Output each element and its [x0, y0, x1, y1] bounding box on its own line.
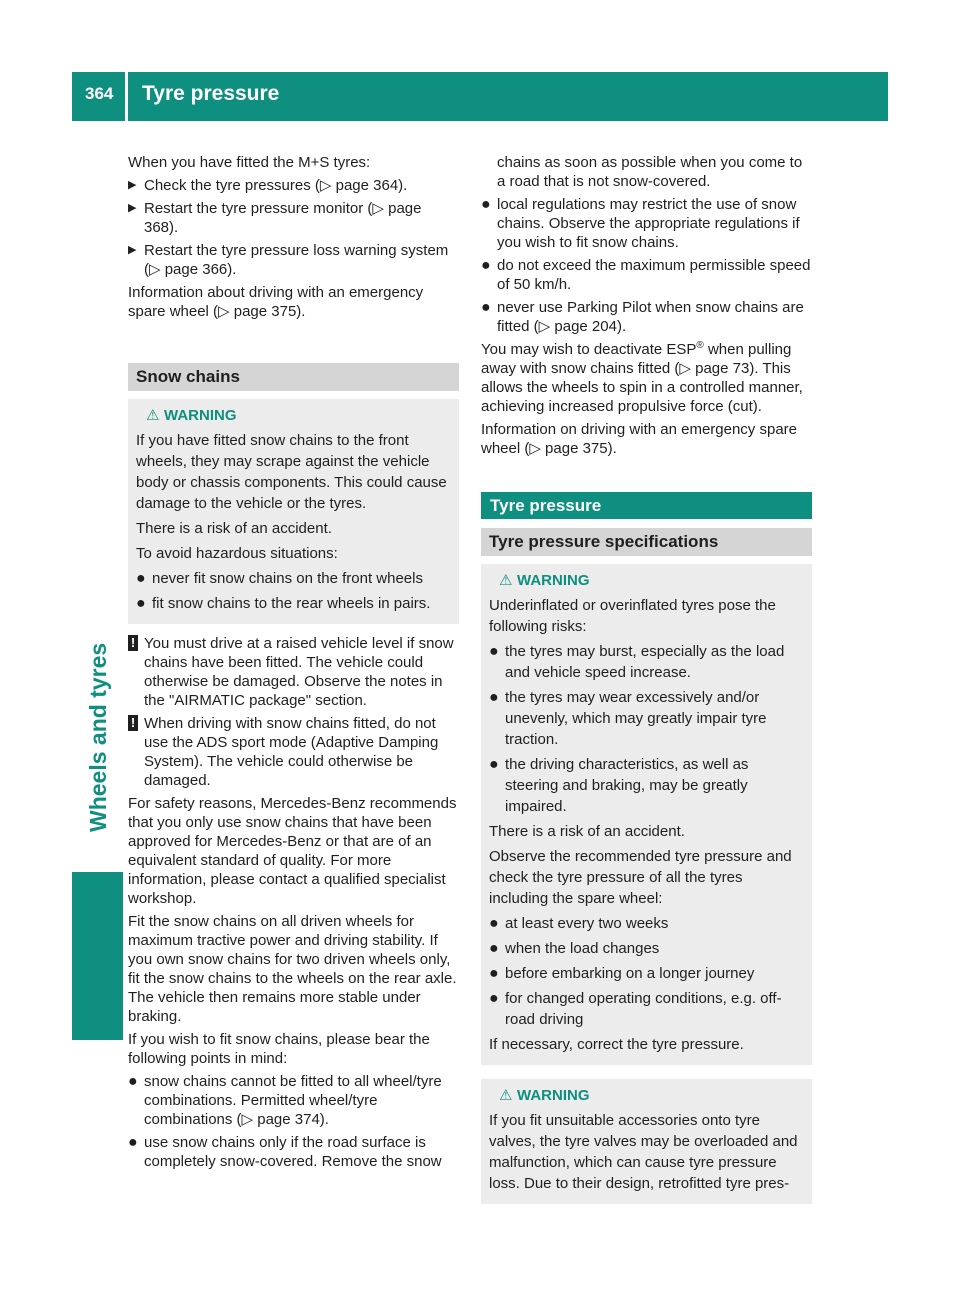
bullet-icon: ●: [489, 940, 499, 957]
bullet-icon: ●: [489, 915, 499, 932]
warning-box: [481, 564, 812, 1065]
exclamation-icon: !: [128, 715, 138, 731]
step-item: ▶ Check the tyre pressures (▷ page 364).: [128, 177, 408, 194]
right-column: [481, 153, 812, 1204]
warning-bullet: ● fit snow chains to the rear wheels in pairs.: [136, 595, 431, 612]
step-item: ▶ Restart the tyre pressure monitor (▷ page 368).: [128, 200, 422, 236]
list-item: ● local regulations may restrict the use of snow chains. Observe the appropriate regulations if you wish to fit snow chains.: [481, 196, 800, 251]
bullet-icon: ●: [136, 570, 146, 587]
section-heading-tyre-pressure: Tyre pressure: [481, 492, 812, 519]
warning-bullet: ● the tyres may burst, especially as the load and vehicle speed increase.: [489, 643, 785, 681]
warning-title: ⚠ WARNING: [499, 1087, 590, 1104]
intro-text: When you have fitted the M+S tyres:: [128, 154, 371, 171]
warning-bullet: ● when the load changes: [489, 940, 660, 957]
bullet-icon: ●: [489, 756, 499, 773]
info-text: Information about driving with an emergency spare wheel (▷ page 375).: [128, 284, 424, 320]
list-item: ● never use Parking Pilot when snow chains are fitted (▷ page 204).: [481, 299, 804, 335]
left-column: [128, 153, 459, 1175]
warning-bullet: ● the tyres may wear excessively and/or unevenly, which may greatly impair tyre traction.: [489, 689, 767, 748]
warning-title: ⚠ WARNING: [499, 572, 590, 589]
side-chapter-block: [72, 872, 123, 1040]
info-text: Information on driving with an emergency spare wheel (▷ page 375).: [481, 421, 797, 457]
list-item: ● snow chains cannot be fitted to all wheel/tyre combinations. Permitted wheel/tyre combinations (▷ page 374).: [128, 1073, 442, 1128]
bullet-icon: ●: [489, 990, 499, 1007]
arrow-icon: ▶: [128, 179, 137, 191]
warning-text: Underinflated or overinflated tyres pose the following risks:: [489, 597, 776, 635]
bullet-icon: ●: [136, 595, 146, 612]
page-number: 364: [85, 84, 114, 103]
warning-text: There is a risk of an accident.: [136, 520, 332, 537]
warning-bullet: ● the driving characteristics, as well as steering and braking, may be greatly impaired.: [489, 756, 749, 815]
warning-bullet: ● before embarking on a longer journey: [489, 965, 755, 982]
bullet-icon: ●: [128, 1073, 138, 1090]
warning-title: ⚠ WARNING: [146, 407, 237, 424]
warning-text: To avoid hazardous situations:: [136, 545, 338, 562]
bullet-icon: ●: [481, 257, 491, 274]
bullet-icon: ●: [489, 689, 499, 706]
warning-text: If necessary, correct the tyre pressure.: [489, 1036, 744, 1053]
arrow-icon: ▶: [128, 202, 137, 214]
arrow-icon: ▶: [128, 244, 137, 256]
warning-text: If you have fitted snow chains to the front wheels, they may scrape against the vehicle body or chassis components. This could cause damage to the vehicle or the tyres.: [136, 432, 447, 512]
caution-note: ! When driving with snow chains fitted, do not use the ADS sport mode (Adaptive Damping System). The vehicle could otherwise be damaged.: [128, 714, 459, 790]
paragraph: For safety reasons, Mercedes-Benz recommends that you only use snow chains that have been approved for Mercedes-Benz or that are of an equivalent standard of quality. For more information, please contact a qualified specialist workshop.: [128, 795, 457, 907]
warning-triangle-icon: ⚠: [499, 572, 513, 589]
page-header: [72, 72, 888, 121]
bullet-icon: ●: [489, 965, 499, 982]
section-heading-snow-chains: Snow chains: [128, 363, 459, 391]
exclamation-icon: !: [128, 635, 138, 651]
paragraph: Fit the snow chains on all driven wheels for maximum tractive power and driving stability. If you own snow chains for two driven wheels only, fit the snow chains to the wheels on the rear axle. The vehicle then remains more stable under braking.: [128, 913, 457, 1025]
list-item: ● do not exceed the maximum permissible speed of 50 km/h.: [481, 257, 811, 293]
caution-note: ! You must drive at a raised vehicle level if snow chains have been fitted. The vehicle could otherwise be damaged. Observe the notes in the "AIRMATIC package" section.: [128, 634, 459, 710]
warning-box: [128, 399, 459, 624]
continued-text: chains as soon as possible when you come to a road that is not snow-covered.: [497, 154, 803, 190]
list-item: ● use snow chains only if the road surface is completely snow-covered. Remove the snow: [128, 1134, 442, 1170]
warning-triangle-icon: ⚠: [499, 1087, 513, 1104]
warning-triangle-icon: ⚠: [146, 407, 160, 424]
bullet-icon: ●: [489, 643, 499, 660]
bullet-icon: ●: [481, 299, 491, 316]
subsection-heading-specifications: Tyre pressure specifications: [481, 528, 812, 556]
bullet-icon: ●: [481, 196, 491, 213]
paragraph: If you wish to fit snow chains, please bear the following points in mind:: [128, 1031, 430, 1067]
warning-bullet: ● for changed operating conditions, e.g. off-road driving: [489, 990, 782, 1028]
side-chapter-label: Wheels and tyres: [85, 642, 111, 832]
warning-bullet: ● never fit snow chains on the front wheels: [136, 570, 423, 587]
page-title: Tyre pressure: [142, 82, 280, 105]
warning-box: [481, 1079, 812, 1204]
esp-paragraph: You may wish to deactivate ESP® when pulling away with snow chains fitted (▷ page 73). This allows the wheels to spin in a controlled manner, achieving increased propulsive force (cut).: [481, 340, 803, 415]
warning-text: Observe the recommended tyre pressure and check the tyre pressure of all the tyres including the spare wheel:: [489, 848, 792, 907]
step-item: ▶ Restart the tyre pressure loss warning system (▷ page 366).: [128, 242, 449, 278]
warning-text: There is a risk of an accident.: [489, 823, 685, 840]
warning-text: If you fit unsuitable accessories onto tyre valves, the tyre valves may be overloaded and malfunction, which can cause tyre pressure loss. Due to their design, retrofitted tyre pres-: [489, 1112, 798, 1192]
header-divider: [125, 72, 128, 121]
bullet-icon: ●: [128, 1134, 138, 1151]
warning-bullet: ● at least every two weeks: [489, 915, 669, 932]
